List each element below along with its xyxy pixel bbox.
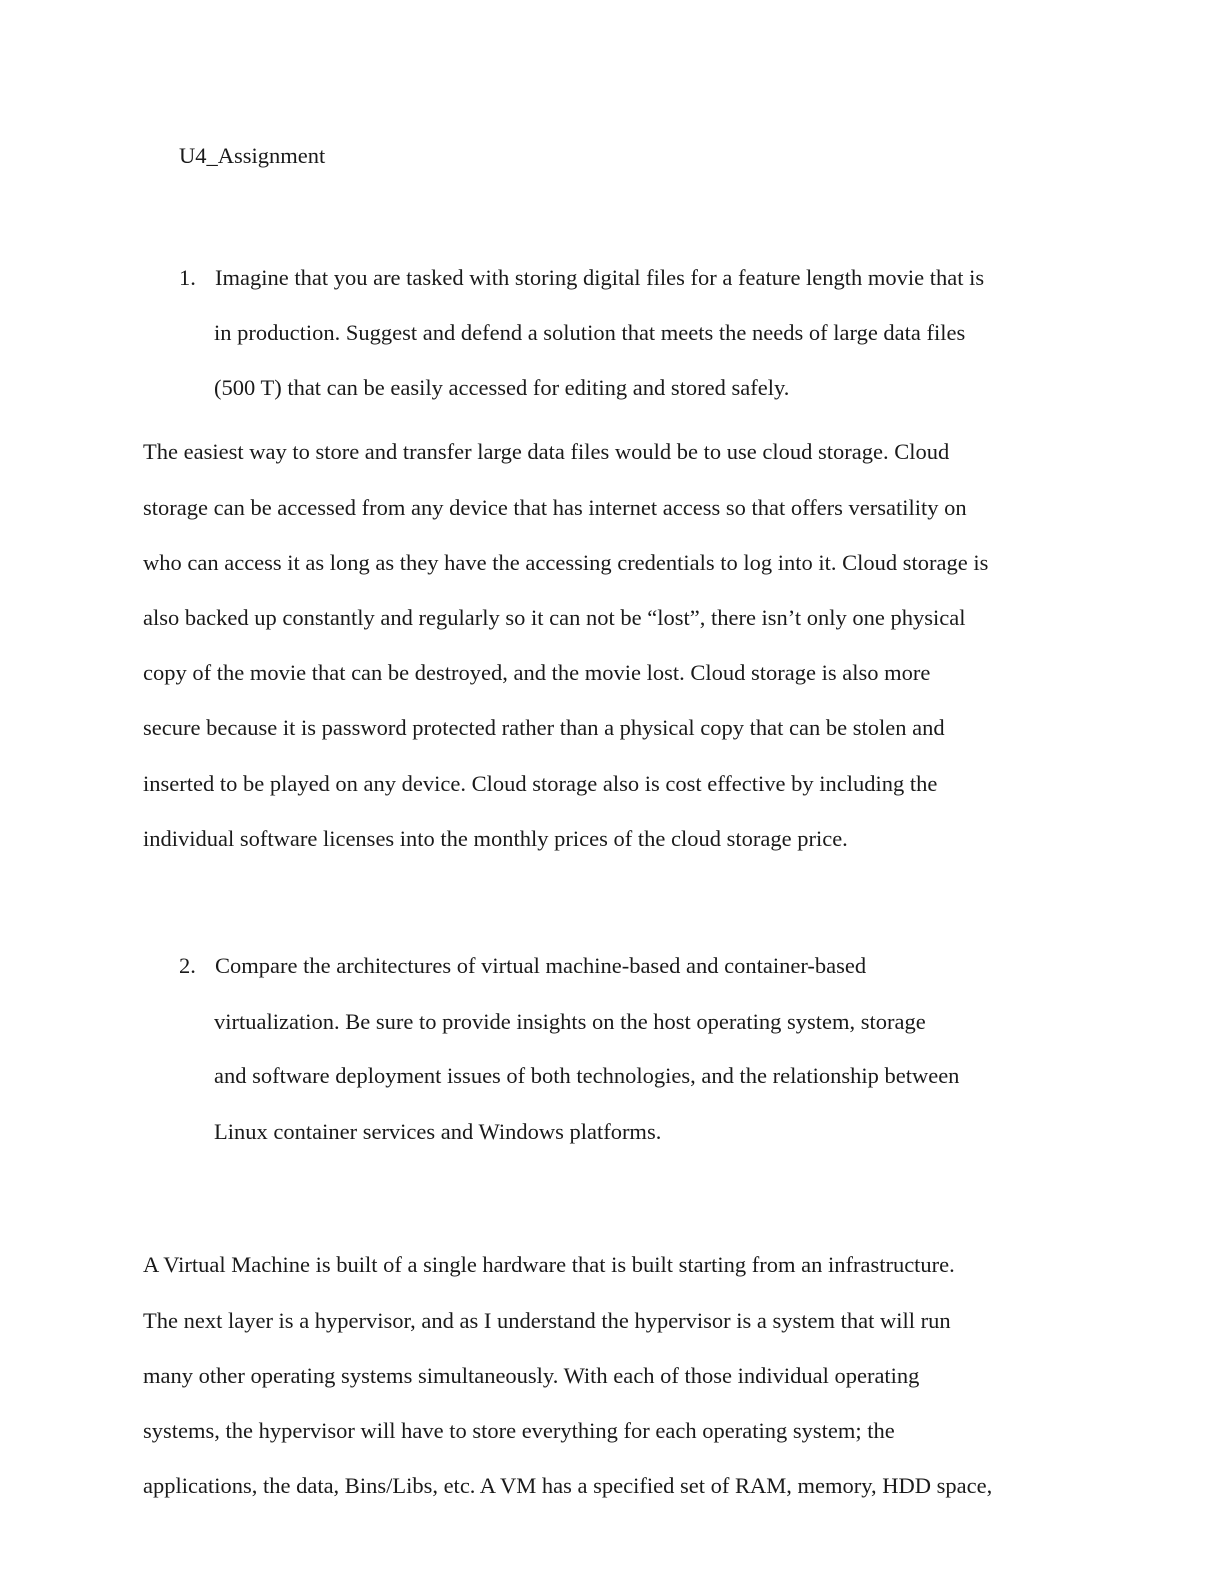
answer-2-line: many other operating systems simultaneously. With each of those individual operating	[143, 1363, 920, 1388]
answer-2-line: applications, the data, Bins/Libs, etc. A VM has a specified set of RAM, memory, HDD space,	[143, 1473, 993, 1498]
question-1-number: 1.	[179, 265, 196, 290]
question-2-line: Linux container services and Windows platforms.	[214, 1119, 662, 1144]
question-2-number: 2.	[179, 953, 196, 978]
answer-1-line: inserted to be played on any device. Cloud storage also is cost effective by including the	[143, 771, 938, 796]
answer-1-line: storage can be accessed from any device that has internet access so that offers versatility on	[143, 495, 967, 520]
answer-1-line: who can access it as long as they have the accessing credentials to log into it. Cloud storage is	[143, 550, 989, 575]
document-title: U4_Assignment	[179, 143, 326, 168]
answer-1-line: copy of the movie that can be destroyed, and the movie lost. Cloud storage is also more	[143, 660, 931, 685]
answer-2-line: A Virtual Machine is built of a single hardware that is built starting from an infrastructure.	[143, 1252, 955, 1277]
answer-1-line: The easiest way to store and transfer large data files would be to use cloud storage. Cloud	[143, 439, 950, 464]
question-1-line: Imagine that you are tasked with storing digital files for a feature length movie that is	[215, 265, 985, 290]
question-2-line: virtualization. Be sure to provide insights on the host operating system, storage	[214, 1009, 926, 1034]
question-2-line: and software deployment issues of both technologies, and the relationship between	[214, 1063, 960, 1088]
answer-2-line: systems, the hypervisor will have to store everything for each operating system; the	[143, 1418, 895, 1443]
question-1-line: (500 T) that can be easily accessed for editing and stored safely.	[214, 375, 790, 400]
answer-2-line: The next layer is a hypervisor, and as I understand the hypervisor is a system that will run	[143, 1308, 951, 1333]
answer-1-line: also backed up constantly and regularly so it can not be “lost”, there isn’t only one physical	[143, 605, 966, 630]
question-1-line: in production. Suggest and defend a solution that meets the needs of large data files	[214, 320, 966, 345]
answer-1-line: individual software licenses into the monthly prices of the cloud storage price.	[143, 826, 848, 851]
question-2-line: Compare the architectures of virtual machine-based and container-based	[215, 953, 867, 978]
answer-1-line: secure because it is password protected rather than a physical copy that can be stolen and	[143, 715, 945, 740]
